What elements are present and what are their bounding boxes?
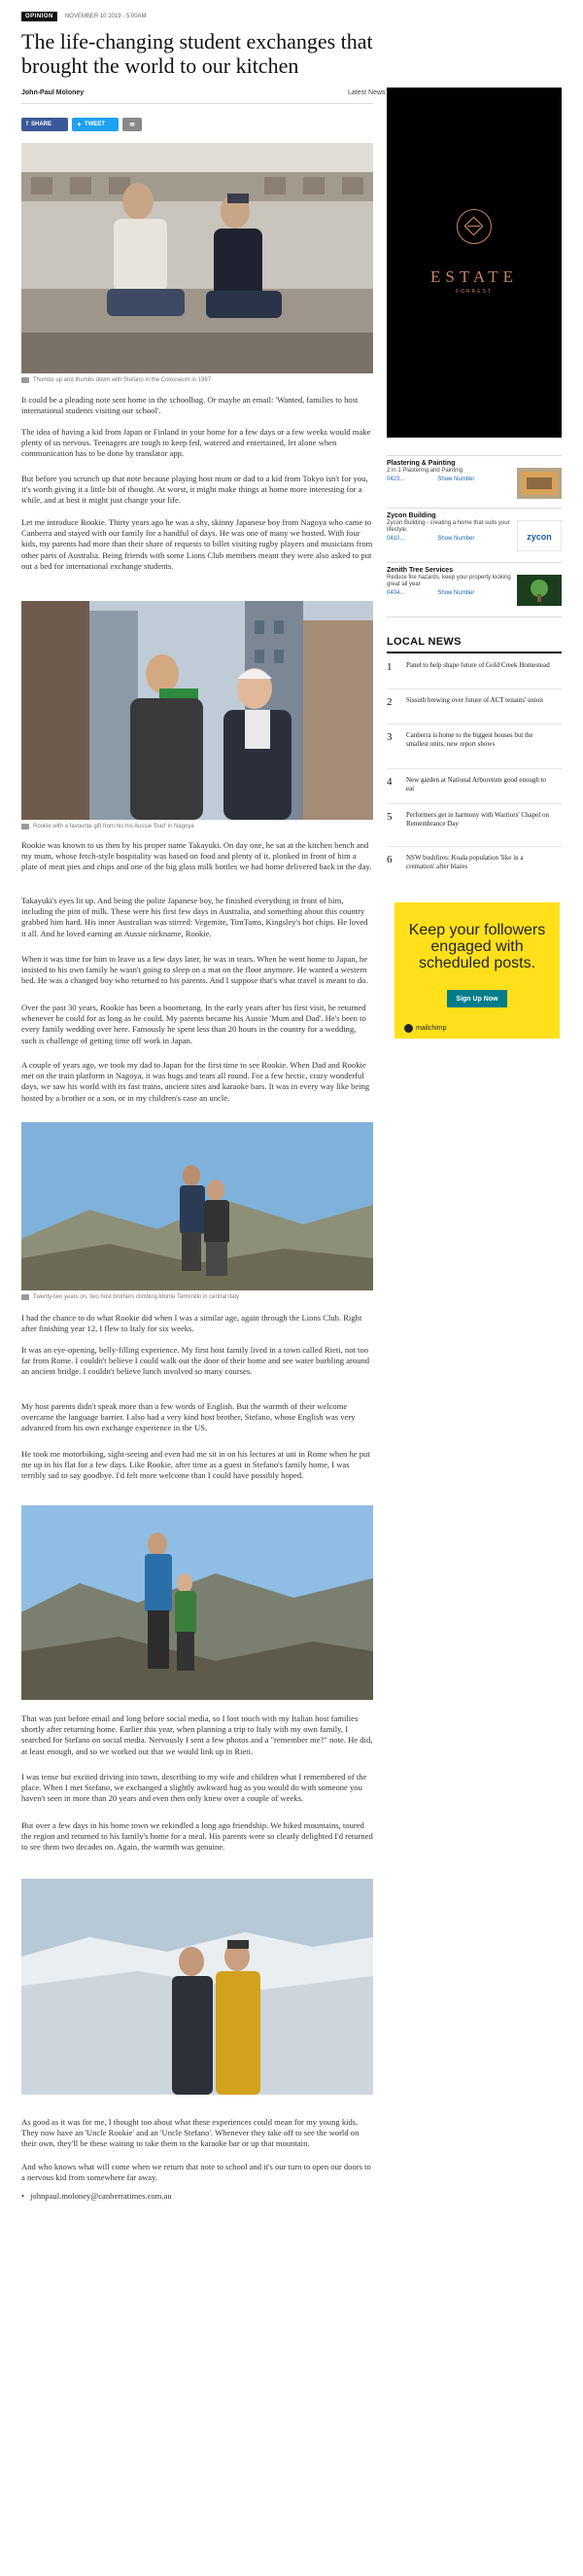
listing-phone: 0404...	[387, 590, 405, 596]
news-headline[interactable]: Performers get in harmony with Warriors' Chapel on Remembrance Day	[406, 811, 549, 828]
article-photo-nagoya	[21, 601, 373, 820]
local-news-item[interactable]	[387, 776, 562, 805]
caption-text: Thumbs up and thumbs down with Stefano in the Colosseum in 1997	[33, 377, 212, 383]
show-number-link[interactable]: Show Number	[437, 536, 475, 542]
facebook-icon: f	[26, 122, 28, 127]
estate-brand: ESTATE	[429, 267, 519, 286]
news-divider	[387, 803, 562, 804]
listing-phone: 0410...	[387, 536, 405, 542]
mailchimp-logo	[404, 1024, 447, 1033]
article-paragraph: And who knows what will come when we return that note to school and it's our turn to open our doors to a nervous kid from somewhere far away.	[21, 2162, 371, 2183]
mailchimp-advertisement[interactable]	[394, 902, 560, 1039]
envelope-icon: ✉	[129, 122, 135, 128]
opinion-badge[interactable]: OPINION	[21, 12, 57, 21]
listing-title: Zenith Tree Services	[387, 567, 454, 574]
mailchimp-logo-icon	[404, 1024, 413, 1033]
article-photo-reunion	[21, 1879, 373, 2095]
local-news-item[interactable]	[387, 854, 562, 883]
facebook-share-button[interactable]	[21, 118, 68, 131]
news-headline[interactable]: New garden at National Arboretum good enough to eat	[406, 776, 547, 793]
listing-title: Plastering & Painting	[387, 460, 456, 467]
latest-news-link[interactable]: Latest News	[348, 89, 386, 96]
bullet: •	[21, 2191, 25, 2201]
news-divider	[387, 768, 562, 769]
article-paragraph: The idea of having a kid from Japan or Finland in your home for a few days or a few weeks would make plenty of us nervous. Teenagers are tough to keep fed, watered and entertained, let alone when communication has to be done by translator app.	[21, 427, 371, 459]
news-rank: 6	[387, 854, 393, 865]
camera-icon	[21, 1294, 29, 1300]
article-paragraph: Takayuki's eyes lit up. And being the polite Japanese boy, he finished everything in front of him, including the pint of milk. These were his first few days in Australia, and something about this country grabbed him hard. His inner Australian was stirred: Vegemite, TimTams, Kingsley's hot chips. He loved it all. And he loved earning an Aussie nickname, Rookie.	[21, 896, 368, 938]
article-meta	[21, 10, 371, 23]
article-paragraph: It could be a pleading note sent home in the schoolbag. Or maybe an email: 'Wanted, families to host international students visiting our school'.	[21, 395, 359, 416]
listing-title: Zycon Building	[387, 512, 436, 519]
local-news-item[interactable]	[387, 811, 562, 840]
local-news-item[interactable]	[387, 731, 562, 760]
listing-description: 2 in 1 Plastering and Painting	[387, 468, 463, 474]
show-number-link[interactable]: Show Number	[437, 476, 475, 482]
news-divider	[387, 688, 562, 689]
news-headline[interactable]: Canberra is home to the biggest houses but the smallest units, new report shows	[406, 731, 533, 748]
news-rank: 4	[387, 776, 393, 788]
listing-phone: 0423...	[387, 476, 405, 482]
mailchimp-brand: mailchimp	[416, 1025, 447, 1032]
listing-logo-icon	[517, 468, 562, 499]
estate-logo-icon	[457, 209, 492, 244]
sign-up-button[interactable]: Sign Up Now	[447, 990, 507, 1007]
article-photo-colosseum	[21, 143, 373, 373]
listing-description: Zycon Building - creating a home that suits your lifestyle.	[387, 520, 510, 533]
twitter-share-label: TWEET	[85, 122, 106, 127]
article-paragraph: But before you scrunch up that note because playing host mum or dad to a kid from Tokyo isn't for you, it's worth giving it a little bit of thought. At worst, it might make things at home more interesting for a while, and at best it might just change your life.	[21, 474, 368, 506]
article-paragraph: Over the past 30 years, Rookie has been a boomerang. In the early years after his first visit, he returned whenever he could for as long as he could. My parents became his Aussie 'Mum and Dad'. He's been to every family wedding over here. Famously he spent less than 20 hours in the country for a wedding, such is challenge of getting time off work in Japan.	[21, 1003, 366, 1045]
caption-text: Rookie with a favourite gift from his his Aussie 'Dad' in Nagoya	[33, 824, 194, 829]
article-paragraph: I had the chance to do what Rookie did when I was a similar age, again through the Lions Club. Right after finishing year 12, I flew to Italy for six weeks.	[21, 1313, 362, 1334]
article-paragraph: But over a few days in his home town we rekindled a long ago friendship. We hiked mountains, toured the region and returned to his family's home for a meal. His parents were so clearly delighted I'd returned to see them two decades on. Again, the warmth was genuine.	[21, 1820, 373, 1853]
author-byline[interactable]: John-Paul Moloney	[21, 89, 85, 96]
news-rank: 1	[387, 661, 393, 673]
article-photo-terminillo	[21, 1122, 373, 1290]
show-number-link[interactable]: Show Number	[437, 590, 475, 596]
article-paragraph: Rookie was known to us then by his proper name Takayuki. On day one, he sat at the kitchen bench and my mum, whose fetch-style hospitality was based on food and plenty of it, plonked in front of him a plate of meat pies and chips and one of the big glass milk bottles we had home delivered back in the day.	[21, 840, 372, 872]
mailchimp-headline: Keep your followers engaged with scheduled posts.	[408, 922, 546, 971]
twitter-share-button[interactable]	[72, 118, 119, 131]
article-paragraph: I was tense but excited driving into town, describing to my wife and children what I remembered of the place. When I met Stefano, we exchanged a slightly awkward hug as you would do with someone you haven't seen in more than 20 years and even then only knew over a couple of weeks.	[21, 1772, 367, 1804]
news-divider	[387, 846, 562, 847]
classified-listing[interactable]	[387, 512, 562, 557]
listing-description: Reduce fire hazards. keep your property looking great all year	[387, 575, 511, 587]
estate-advertisement[interactable]	[387, 88, 562, 438]
sidebar-divider	[387, 617, 562, 618]
article-paragraph: When it was time for him to leave us a few days later, he was in tears. When he went home to Japan, he insisted to his own family he wasn't going to sleep on a mat on the floor anymore. He wanted a western bed. He was a changed boy who returned to his parents. And I suppose that's what travel is meant to do.	[21, 954, 368, 986]
news-headline[interactable]: Sissuth brewing over future of ACT tenants' union	[406, 696, 543, 704]
article-paragraph: A couple of years ago, we took my dad to Japan for the first time to see Rookie. When Dad and Rookie met on the train platform in Nagoya, it was hugs and tears all round. For a few hectic, crazy wonderful days, we saw his world with its fast trains, ancient sites and karaoke bars. It was in every way like being hosted by a brother or a son, or in my children's case an uncle.	[21, 1060, 370, 1103]
email-share-button[interactable]	[122, 118, 142, 131]
estate-subtitle: FORREST	[456, 289, 493, 295]
article-paragraph: It was an eye-opening, belly-filling experience. My first host family lived in a town called Rieti, not too far from Rome. I couldn't believe I could walk out the door of their home and see water burbling around an ancient bridge. I couldn't believe lunch involved so many courses.	[21, 1345, 370, 1377]
article-paragraph: He took me motorbiking, sight-seeing and even had me sit in on his lectures at uni in Rome when he put me up in his flat for a few days. Like Rookie, after time as a guest in Stefano's family home, I was terribly sad to say goodbye. I'd felt more welcome than I could have possibly hoped.	[21, 1449, 370, 1481]
photo-caption	[21, 824, 373, 829]
news-rank: 5	[387, 811, 393, 823]
author-email-link[interactable]: johnpaul.moloney@canberratimes.com.au	[30, 2191, 172, 2201]
photo-caption	[21, 1294, 373, 1300]
camera-icon	[21, 824, 29, 829]
classified-listing[interactable]	[387, 567, 562, 612]
share-bar	[21, 118, 142, 131]
photo-caption	[21, 377, 373, 383]
article-paragraph: My host parents didn't speak more than a few words of English. But the warmth of their welcome overcame the language barrier. I also had a very kind host brother, Stefano, whose English was very advanced from his own exchange experience in the US.	[21, 1401, 356, 1433]
zycon-logo-icon	[517, 520, 562, 551]
article-photo-hike	[21, 1505, 373, 1700]
camera-icon	[21, 377, 29, 383]
local-news-heading: LOCAL NEWS	[387, 636, 462, 648]
article-paragraph: As good as it was for me, I thought too about what these experiences could mean for my young kids. They now have an 'Uncle Rookie' and an 'Uncle Stefano'. Whenever they take off to see the world on their own, they'll be these waiting to take them to the karaoke bar or up that mountain.	[21, 2117, 360, 2149]
classified-listing[interactable]	[387, 460, 562, 505]
news-headline[interactable]: NSW bushfires: Koala population 'like in a cremation' after blazes	[406, 854, 524, 870]
header-divider	[21, 103, 373, 104]
news-rank: 3	[387, 731, 393, 743]
sidebar-divider	[387, 455, 562, 456]
local-news-item[interactable]	[387, 696, 562, 725]
local-news-rule	[387, 652, 562, 653]
news-divider	[387, 723, 562, 724]
publish-date: NOVEMBER 10 2019 - 5:00AM	[64, 14, 147, 19]
article-paragraph: That was just before email and long before social media, so I lost touch with my Italian host families shortly after returning home. Earlier this year, when planning a trip to Italy with my own family, I searched for Stefano on social media. Nervously I sent a few photos and a "remember me?" note. He did, at least enough, and so we worked out that we would link up in Rieti.	[21, 1713, 373, 1756]
author-email	[21, 2191, 172, 2201]
local-news-item[interactable]	[387, 661, 562, 690]
news-rank: 2	[387, 696, 393, 708]
article-paragraph: Let me introduce Rookie. Thirty years ago he was a shy, skinny Japanese boy from Nagoya who came to Canberra and stayed with our family for a handful of days. He was one of many we hosted. With four kids, my parents had more than their share of requests to billet visiting rugby players and musicians from other parts of Australia. Being friends with some Lions Club members meant they were also asked to put out a bed for international exchange students.	[21, 517, 373, 571]
sidebar-divider	[387, 562, 562, 563]
tree-services-logo-icon	[517, 575, 562, 606]
sidebar-divider	[387, 508, 562, 509]
zycon-logo-text: zycon	[527, 532, 552, 542]
article-title: The life-changing student exchanges that brought the world to our kitchen	[21, 29, 373, 78]
twitter-icon: ✦	[77, 122, 83, 128]
caption-text: Twenty-two years on, two host brothers climbing Monte Terminillo in central Italy	[33, 1294, 239, 1300]
facebook-share-label: SHARE	[31, 122, 52, 127]
news-headline[interactable]: Panel to help shape future of Gold Creek Homestead	[406, 661, 550, 669]
